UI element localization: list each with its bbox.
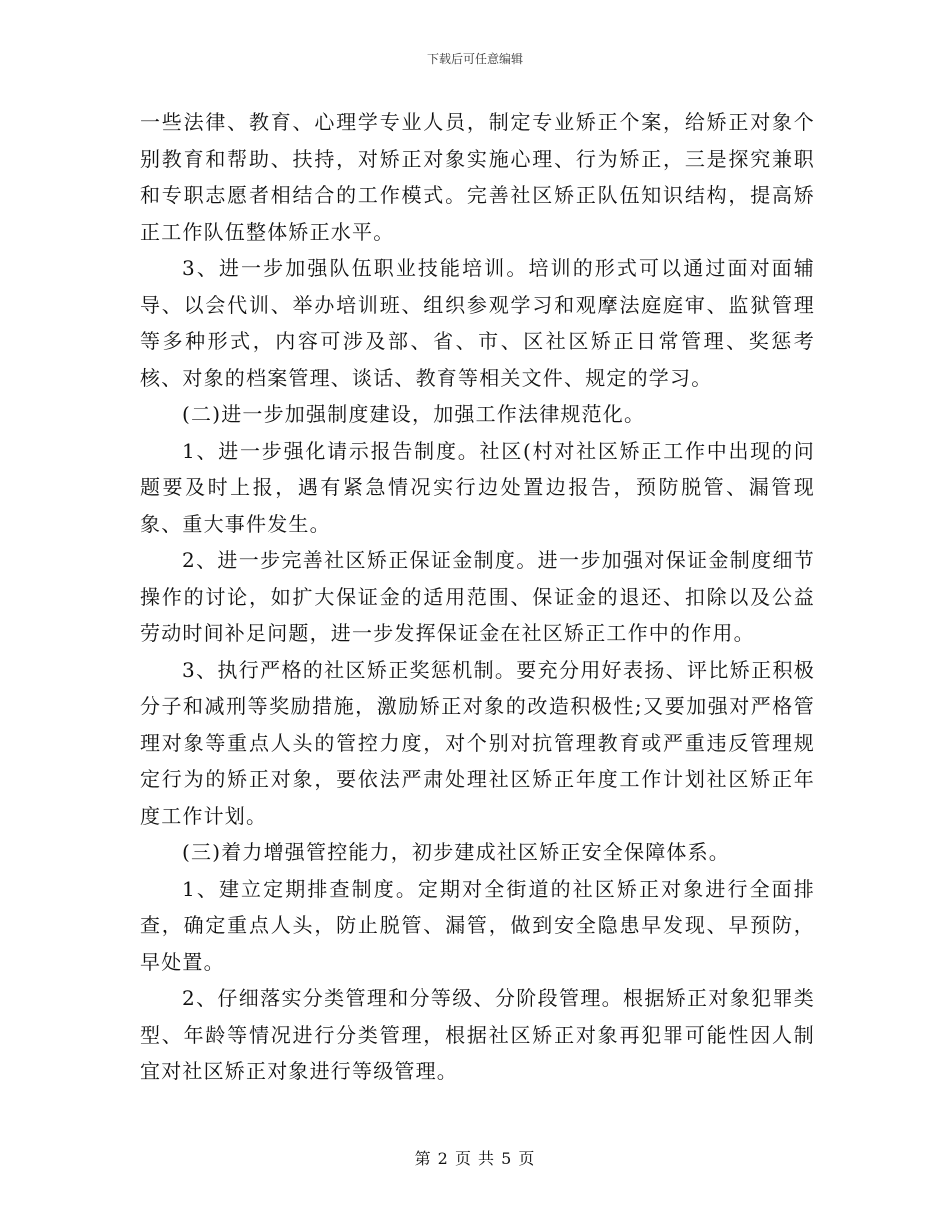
section-heading-2: (二)进一步加强制度建设，加强工作法律规范化。 [182, 402, 646, 426]
paragraph-4: 2、进一步完善社区矫正保证金制度。进一步加强对保证金制度细节操作的讨论，如扩大保证金的适用范围、保证金的退还、扣除以及公益劳动时间补足问题，进一步发挥保证金在社区矫正工作中的作用。 [140, 548, 815, 645]
paragraph-1: 一些法律、教育、心理学专业人员，制定专业矫正个案，给矫正对象个别教育和帮助、扶持，对矫正对象实施心理、行为矫正，三是探究兼职和专职志愿者相结合的工作模式。完善社区矫正队伍知识结构，提高矫正工作队伍整体矫正水平。 [140, 110, 815, 244]
page-footer: 第 2 页 共 5 页 [414, 1149, 536, 1168]
paragraph-7: 2、仔细落实分类管理和分等级、分阶段管理。根据矫正对象犯罪类型、年龄等情况进行分类管理，根据社区矫正对象再犯罪可能性因人制宜对社区矫正对象进行等级管理。 [140, 986, 815, 1083]
paragraph-5: 3、执行严格的社区矫正奖惩机制。要充分用好表扬、评比矫正积极分子和减刑等奖励措施，激励矫正对象的改造积极性;又要加强对严格管理对象等重点人头的管控力度，对个别对抗管理教育或严重违反管理规定行为的矫正对象，要依法严肃处理社区矫正年度工作计划社区矫正年度工作计划。 [140, 657, 815, 828]
document-body [140, 104, 815, 1090]
paragraph-3: 1、进一步强化请示报告制度。社区(村对社区矫正工作中出现的问题要及时上报，遇有紧急情况实行边处置边报告，预防脱管、漏管现象、重大事件发生。 [140, 438, 815, 536]
paragraph-2: 3、进一步加强队伍职业技能培训。培训的形式可以通过面对面辅导、以会代训、举办培训班、组织参观学习和观摩法庭庭审、监狱管理等多种形式，内容可涉及部、省、市、区社区矫正日常管理、奖惩考核、对象的档案管理、谈话、教育等相关文件、规定的学习。 [140, 256, 815, 390]
page-header: 下载后可任意编辑 [426, 52, 523, 66]
section-heading-3: (三)着力增强管控能力，初步建成社区矫正安全保障体系。 [182, 840, 731, 864]
paragraph-6: 1、建立定期排查制度。定期对全街道的社区矫正对象进行全面排查，确定重点人头，防止脱管、漏管，做到安全隐患早发现、早预防，早处置。 [140, 876, 815, 974]
